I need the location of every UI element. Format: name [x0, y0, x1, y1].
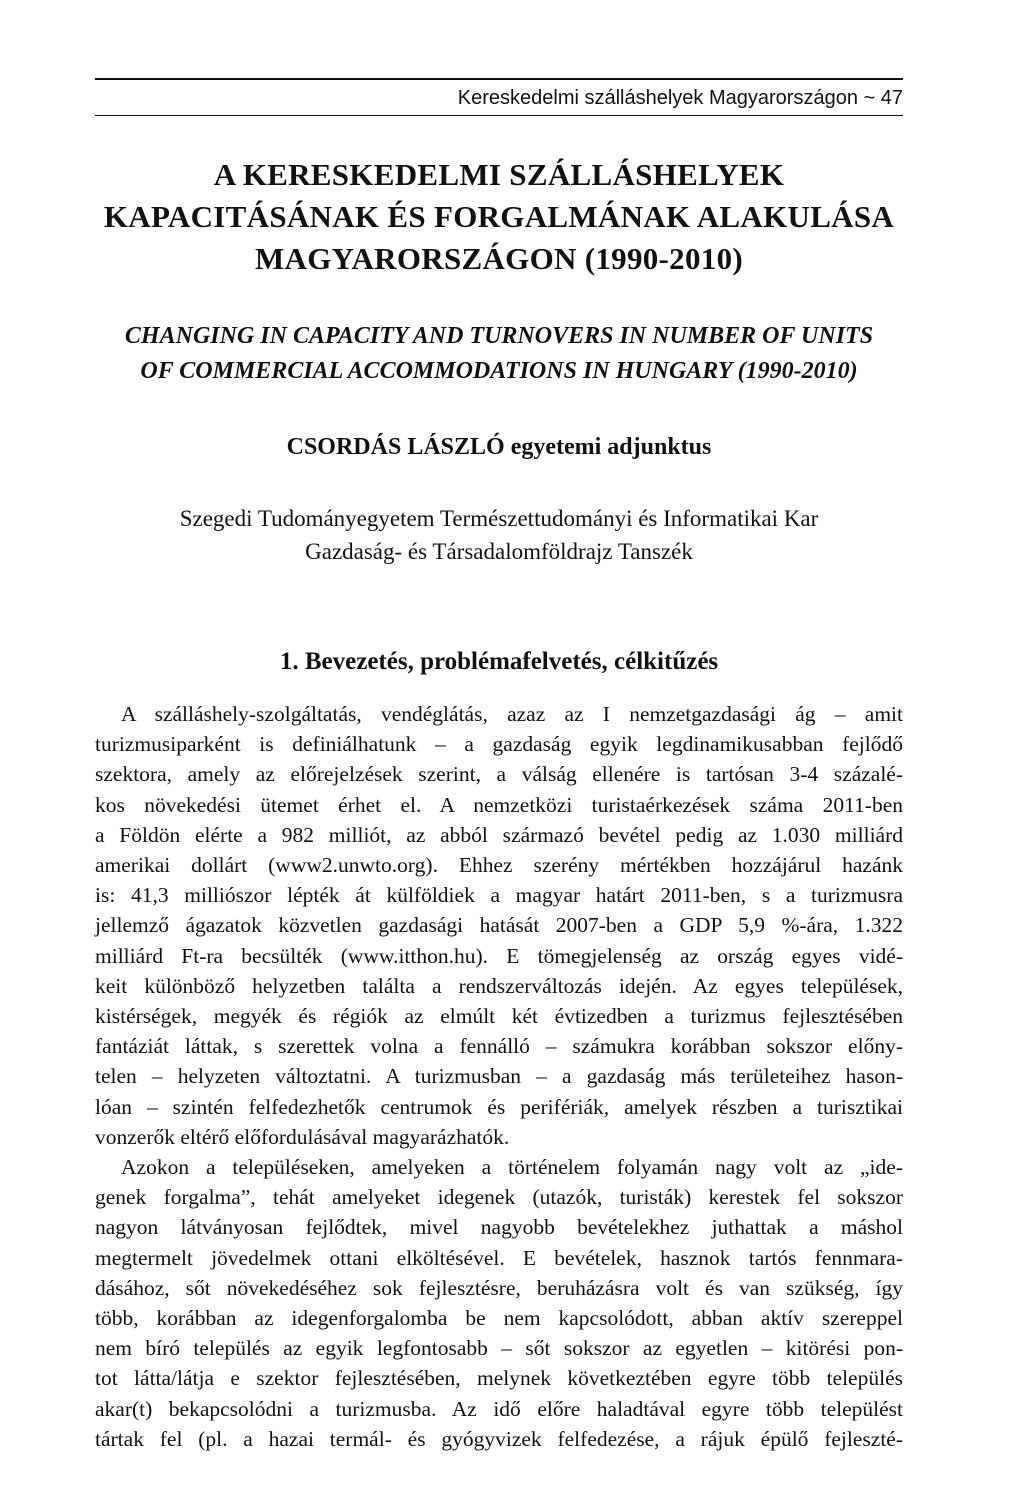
- body-text: [95, 699, 903, 1454]
- text-line: dásához, sőt növekedéséhez sok fejlesztésre, beruházásra volt és van szükség, így: [95, 1275, 903, 1300]
- english-title-line: OF COMMERCIAL ACCOMMODATIONS IN HUNGARY (1990-2010): [140, 358, 858, 384]
- title-line: MAGYARORSZÁGON (1990-2010): [254, 241, 743, 276]
- text-line: kos növekedési ütemet érhet el. A nemzetközi turistaérkezések száma 2011-ben: [95, 792, 903, 817]
- text-line: a Földön elérte a 982 milliót, az abból származó bevétel pedig az 1.030 milliárd: [95, 822, 903, 847]
- text-line: lóan – szintén felfedezhetők centrumok és perifériák, amelyek részben a turisztikai: [95, 1094, 903, 1119]
- paragraph: [95, 1152, 903, 1454]
- text-line: megtermelt jövedelmek ottani elköltésével. E bevételek, hasznok tartós fennmara-: [95, 1245, 903, 1270]
- text-line: nagyon látványosan fejlődtek, mivel nagyobb bevételekhez juthattak a máshol: [95, 1215, 903, 1240]
- text-line: is: 41,3 milliószor lépték át külföldiek a magyar határt 2011-ben, s a turizmusra: [95, 883, 903, 908]
- affiliation-line: Gazdaság- és Társadalomföldrajz Tanszék: [305, 539, 693, 564]
- journal-page: [95, 78, 903, 1454]
- text-line: milliárd Ft-ra becsülték (www.itthon.hu). E tömegjelenség az ország egyes vidé-: [95, 943, 903, 968]
- text-line: jellemző ágazatok közvetlen gazdasági hatását 2007-ben a GDP 5,9 %-ára, 1.322: [95, 913, 903, 938]
- text-line: amerikai dollárt (www2.unwto.org). Ehhez szerény mértékben hozzájárul hazánk: [95, 853, 903, 878]
- text-line: tot látta/látja e szektor fejlesztésében, melynek következtében egyre több település: [95, 1366, 903, 1391]
- article-title: [95, 154, 903, 280]
- text-line: keit különböző helyzetben találta a rendszerváltozás idején. Az egyes települések,: [95, 973, 903, 998]
- text-line: nem bíró település az egyik legfontosabb – sőt sokszor az egyetlen – kitörési pon-: [95, 1336, 903, 1361]
- paragraph: [95, 699, 903, 1152]
- running-head: [95, 78, 903, 116]
- text-line: fantáziát láttak, s szerettek volna a fennálló – számukra korábban sokszor előny-: [95, 1034, 903, 1059]
- text-line: genek forgalma”, tehát amelyeket idegenek (utazók, turisták) kerestek fel sokszor: [95, 1185, 903, 1210]
- text-line: telen – helyzeten változtatni. A turizmusban – a gazdaság más területeihez hason-: [95, 1064, 903, 1089]
- text-line: több, korábban az idegenforgalomba be nem kapcsolódott, abban aktív szereppel: [95, 1306, 903, 1331]
- text-line: szektora, amely az előrejelzések szerint, a válság ellenére is tartósan 3-4 százalé-: [95, 762, 903, 787]
- text-line: akar(t) bekapcsolódni a turizmusba. Az idő előre haladtával egyre több települést: [95, 1396, 903, 1421]
- affiliation: [95, 502, 903, 568]
- title-line: A KERESKEDELMI SZÁLLÁSHELYEK: [213, 157, 785, 192]
- title-line: KAPACITÁSÁNAK ÉS FORGALMÁNAK ALAKULÁSA: [103, 199, 895, 234]
- text-line: A szálláshely-szolgáltatás, vendéglátás, azaz az I nemzetgazdasági ág – amit: [121, 702, 903, 726]
- text-line: Azokon a településeken, amelyeken a történelem folyamán nagy volt az „ide-: [121, 1155, 903, 1180]
- text-line: kistérségek, megyék és régiók az elmúlt két évtizedben a turizmus fejlesztésében: [95, 1004, 903, 1029]
- text-line: tártak fel (pl. a hazai termál- és gyógyvizek felfedezése, a rájuk épülő fejleszté-: [95, 1426, 903, 1451]
- section-heading: 1. Bevezetés, problémafelvetés, célkitűzés: [279, 648, 719, 675]
- author-line: CSORDÁS LÁSZLÓ egyetemi adjunktus: [286, 434, 712, 460]
- running-head-text: Kereskedelmi szálláshelyek Magyarországon ~ 47: [457, 87, 903, 109]
- english-title: [95, 319, 903, 389]
- text-line: vonzerők eltérő előfordulásával magyarázhatók.: [95, 1124, 510, 1149]
- text-line: turizmusiparként is definiálhatunk – a gazdaság egyik legdinamikusabban fejlődő: [95, 732, 903, 757]
- english-title-line: CHANGING IN CAPACITY AND TURNOVERS IN NUMBER OF UNITS: [124, 323, 874, 349]
- affiliation-line: Szegedi Tudományegyetem Természettudományi és Informatikai Kar: [179, 506, 819, 531]
